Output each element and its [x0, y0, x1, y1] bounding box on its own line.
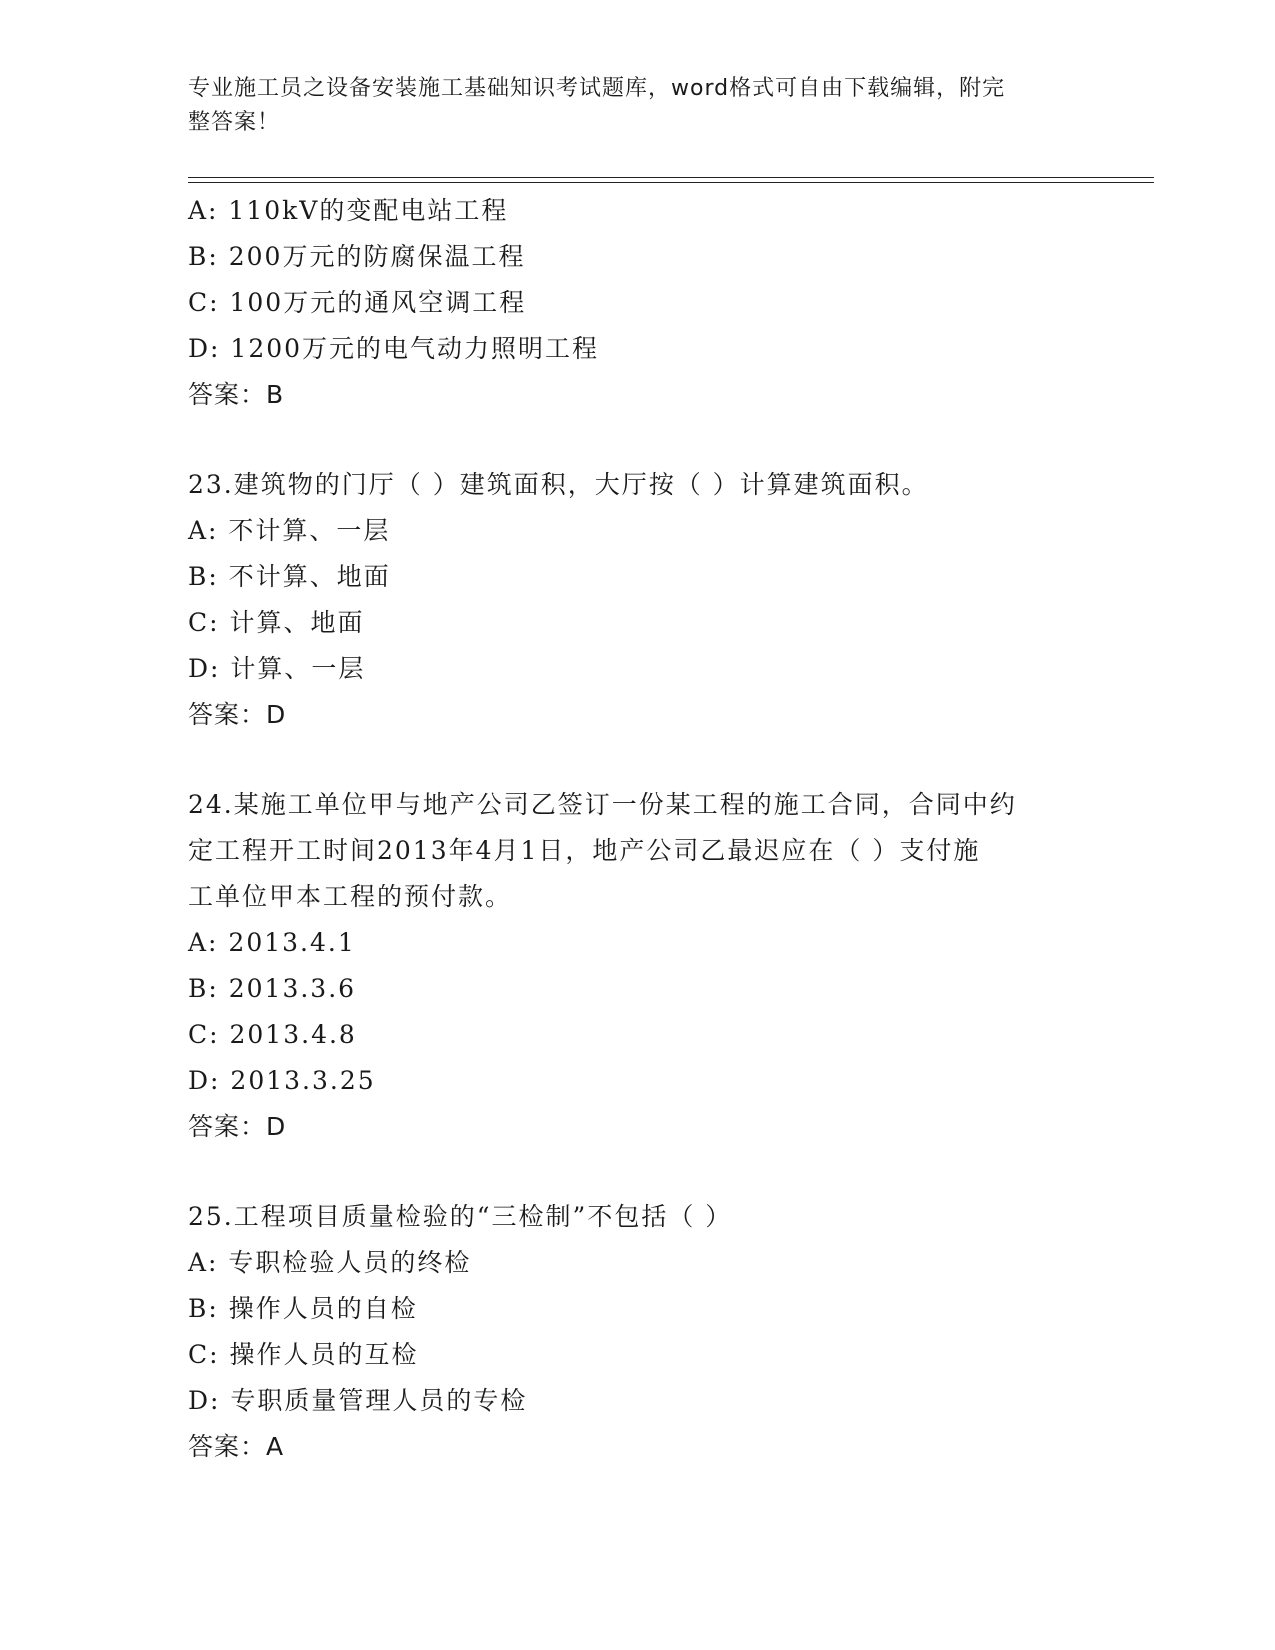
option-c: C: 计算、地面 [188, 608, 365, 637]
header-line-2: 整答案！ [188, 110, 281, 135]
answer: 答案：A [188, 1432, 285, 1461]
question-25 [188, 1194, 1088, 1470]
question-22 [188, 188, 1088, 418]
option-d: D: 1200万元的电气动力照明工程 [188, 334, 600, 363]
option-b: B: 操作人员的自检 [188, 1294, 418, 1323]
option-a: A: 2013.4.1 [188, 928, 356, 957]
header-divider-bottom [188, 182, 1154, 183]
option-b: B: 2013.3.6 [188, 974, 357, 1003]
spacer [188, 738, 1088, 782]
option-d: D: 计算、一层 [188, 654, 366, 683]
question-list [188, 188, 1088, 1470]
option-a: A: 专职检验人员的终检 [188, 1248, 472, 1277]
option-c: C: 100万元的通风空调工程 [188, 288, 527, 317]
question-23 [188, 462, 1088, 738]
option-c: C: 操作人员的互检 [188, 1340, 419, 1369]
spacer [188, 1150, 1088, 1194]
header-line-1: 专业施工员之设备安装施工基础知识考试题库，word格式可自由下载编辑，附完 [188, 76, 1006, 101]
answer: 答案：B [188, 380, 285, 409]
option-c: C: 2013.4.8 [188, 1020, 357, 1049]
spacer [188, 418, 1088, 462]
option-a: A: 110kV的变配电站工程 [188, 196, 509, 225]
option-b: B: 200万元的防腐保温工程 [188, 242, 526, 271]
question-stem: 25.工程项目质量检验的“三检制”不包括（ ） [188, 1202, 733, 1231]
question-stem-line-2: 定工程开工时间2013年4月1日，地产公司乙最迟应在（ ）支付施 [188, 836, 981, 865]
option-d: D: 专职质量管理人员的专检 [188, 1386, 528, 1415]
question-stem-line-3: 工单位甲本工程的预付款。 [188, 882, 513, 911]
option-b: B: 不计算、地面 [188, 562, 391, 591]
question-stem: 23.建筑物的门厅（ ）建筑面积，大厅按（ ）计算建筑面积。 [188, 470, 929, 499]
question-24 [188, 782, 1088, 1150]
header-divider-top [188, 177, 1154, 178]
answer: 答案：D [188, 700, 287, 729]
question-stem-line-1: 24.某施工单位甲与地产公司乙签订一份某工程的施工合同，合同中约 [188, 790, 1017, 819]
document-header [188, 72, 1068, 140]
option-a: A: 不计算、一层 [188, 516, 391, 545]
option-d: D: 2013.3.25 [188, 1066, 376, 1095]
answer: 答案：D [188, 1112, 287, 1141]
